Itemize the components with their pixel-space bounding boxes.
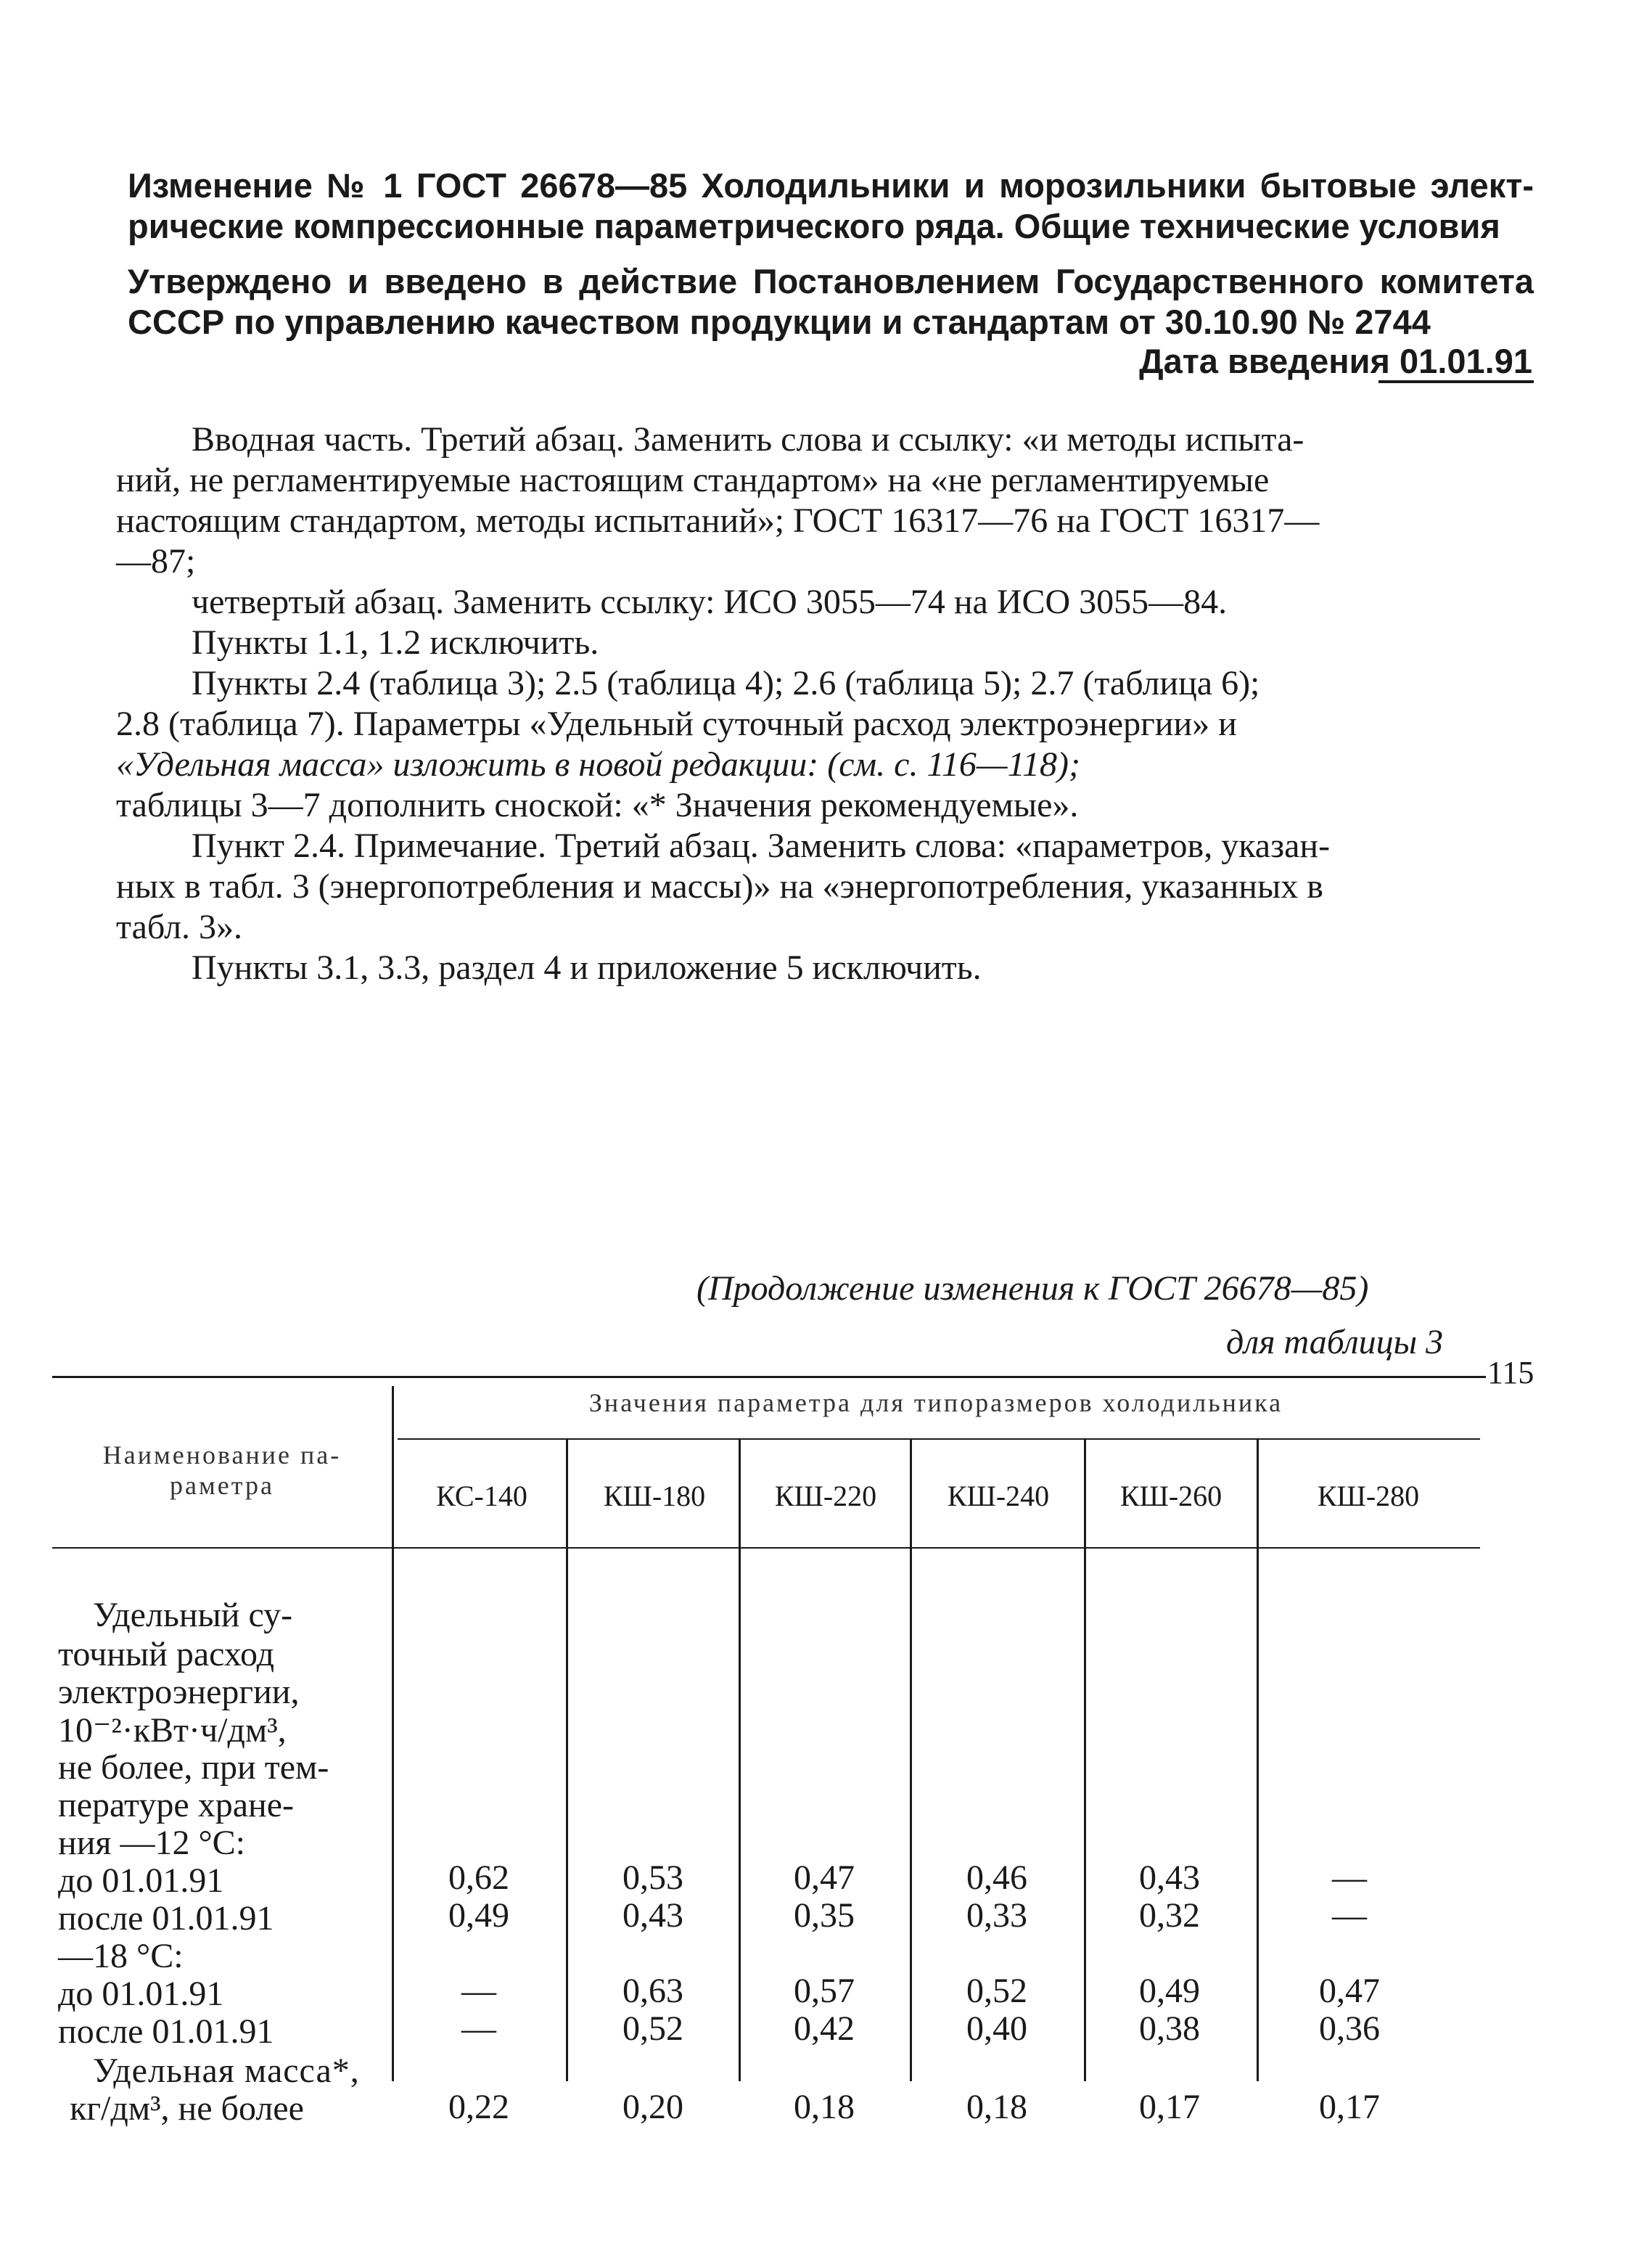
param-line: точный расход	[58, 1635, 275, 1673]
table-cell: 0,63	[622, 1972, 683, 2010]
document-title	[128, 165, 1534, 247]
effective-date-value: 01.01.91	[1400, 342, 1532, 380]
table-cell: —	[461, 2009, 496, 2048]
param-line: до 01.01.91	[58, 1975, 224, 2013]
table-cell: 0,52	[622, 2009, 683, 2048]
param-line: пературе хране-	[58, 1786, 294, 1824]
text-line: ных в табл. 3 (энергопотребления и массы)» на «энергопотребления, указанных в	[116, 867, 1323, 906]
table-cell: 0,62	[448, 1858, 509, 1897]
text-line: 2.8 (таблица 7). Параметры «Удельный суточный расход электроэнергии» и	[116, 705, 1237, 743]
table-cell: 0,49	[1139, 1972, 1200, 2010]
table-cell: —	[1332, 1858, 1367, 1897]
column-divider	[1257, 1440, 1259, 2081]
text-line: Вводная часть. Третий абзац. Заменить слова и ссылку: «и методы испыта-	[192, 420, 1304, 459]
table-cell: 0,46	[966, 1858, 1027, 1897]
table-cell: 0,36	[1319, 2009, 1380, 2048]
param-column-header: Наименование па-раметра	[102, 1440, 342, 1500]
text-line: Пункты 3.1, 3.3, раздел 4 и приложение 5 исключить.	[192, 948, 982, 987]
title-line: Изменение № 1 ГОСТ 26678—85 Холодильники и морозильники бытовые элект-	[128, 166, 1534, 205]
table-cell: 0,32	[1139, 1896, 1200, 1935]
param-line: Удельный су-	[93, 1596, 293, 1634]
approval-line: СССР по управлению качеством продукции и стандартам от 30.10.90 № 2744	[128, 303, 1431, 341]
text-line: «Удельная масса» изложить в новой редакции: (см. с. 116—118);	[116, 745, 1080, 784]
model-header: КС-140	[436, 1480, 527, 1512]
approval-line: Утверждено и введено в действие Постановлением Государственного комитета	[128, 262, 1534, 300]
column-divider	[392, 1386, 394, 2081]
title-line: рические компрессионные параметрического ряда. Общие технические условия	[128, 207, 1500, 245]
effective-date-label: Дата введения	[1139, 342, 1390, 380]
param-line: —18 °С:	[58, 1937, 184, 1975]
table-cell: 0,49	[448, 1896, 509, 1935]
text-line: Пункт 2.4. Примечание. Третий абзац. Заменить слова: «параметров, указан-	[192, 827, 1331, 865]
table-cell: —	[1332, 1896, 1367, 1935]
continuation-heading: (Продолжение изменения к ГОСТ 26678—85)	[696, 1269, 1369, 1308]
text-line: табл. 3».	[116, 908, 243, 946]
table-cell: —	[461, 1972, 496, 2010]
table-cell: 0,17	[1319, 2088, 1380, 2126]
table-cell: 0,52	[966, 1972, 1027, 2010]
page-number: 115	[1487, 1355, 1534, 1390]
param-line: кг/дм³, не более	[70, 2089, 304, 2128]
column-divider	[566, 1440, 568, 2081]
group-header-rule	[398, 1438, 1480, 1440]
text-line: таблицы 3—7 дополнить сноской: «* Значения рекомендуемые».	[116, 786, 1079, 824]
text-line: четвертый абзац. Заменить ссылку: ИСО 3055—74 на ИСО 3055—84.	[192, 583, 1228, 621]
table-cell: 0,35	[794, 1896, 855, 1935]
table-cell: 0,22	[448, 2088, 509, 2126]
table-cell: 0,18	[966, 2088, 1027, 2126]
text-line: —87;	[116, 542, 196, 581]
param-line: после 01.01.91	[58, 1899, 274, 1938]
column-divider	[910, 1440, 912, 2081]
table-cell: 0,47	[1319, 1972, 1380, 2010]
table-cell: 0,17	[1139, 2088, 1200, 2126]
table-cell: 0,33	[966, 1896, 1027, 1935]
text-line: Пункты 1.1, 1.2 исключить.	[192, 623, 599, 662]
param-line: ния —12 °С:	[58, 1824, 245, 1862]
effective-date-underline	[1378, 380, 1534, 383]
header-bottom-rule	[52, 1547, 1480, 1549]
table-cell: 0,57	[794, 1972, 855, 2010]
table-cell: 0,20	[622, 2088, 683, 2126]
approval-statement	[128, 261, 1534, 343]
param-line: после 01.01.91	[58, 2012, 274, 2051]
param-line: электроэнергии,	[58, 1673, 300, 1711]
model-header: КШ-280	[1317, 1480, 1420, 1512]
table-top-rule	[52, 1376, 1486, 1378]
table-caption: для таблицы 3	[1226, 1323, 1444, 1361]
column-divider	[739, 1440, 741, 2081]
table-cell: 0,47	[794, 1858, 855, 1897]
model-header: КШ-220	[774, 1480, 877, 1512]
model-header: КШ-260	[1119, 1480, 1222, 1512]
table-cell: 0,40	[966, 2009, 1027, 2048]
effective-date-block	[1139, 341, 1532, 381]
param-line: 10⁻²·кВт·ч/дм³,	[58, 1711, 287, 1750]
column-divider	[1084, 1440, 1086, 2081]
text-line: настоящим стандартом, методы испытаний»; ГОСТ 16317—76 на ГОСТ 16317—	[116, 501, 1320, 540]
amendment-text	[116, 419, 1538, 988]
model-header: КШ-240	[947, 1480, 1050, 1512]
model-header: КШ-180	[603, 1480, 706, 1512]
table-cell: 0,43	[622, 1896, 683, 1935]
param-line: Удельная масса*,	[93, 2051, 360, 2090]
param-line: не более, при тем-	[58, 1748, 329, 1787]
group-header: Значения параметра для типоразмеров холодильника	[588, 1388, 1283, 1417]
table-cell: 0,53	[622, 1858, 683, 1897]
text-line: ний, не регламентируемые настоящим стандартом» на «не регламентируемые	[116, 461, 1270, 499]
table-cell: 0,42	[794, 2009, 855, 2048]
table-cell: 0,38	[1139, 2009, 1200, 2048]
table-cell: 0,18	[794, 2088, 855, 2126]
text-line: Пункты 2.4 (таблица 3); 2.5 (таблица 4); 2.6 (таблица 5); 2.7 (таблица 6);	[192, 664, 1260, 702]
table-cell: 0,43	[1139, 1858, 1200, 1897]
param-line: до 01.01.91	[58, 1861, 224, 1900]
